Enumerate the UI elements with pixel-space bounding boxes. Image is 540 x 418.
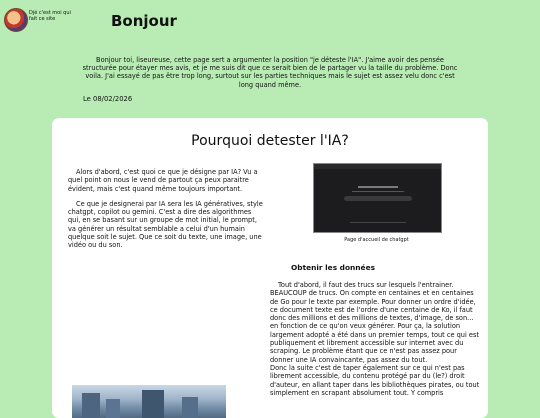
article-card bbox=[52, 118, 488, 418]
screenshot-topbar bbox=[314, 164, 441, 169]
site-title: Bonjour bbox=[111, 12, 177, 30]
intro-text: Bonjour toi, liseureuse, cette page sert a argumenter la position "je déteste l'IA". J'aime avoir des pensée structurée pour étayer mes avis, et je me suis dit que ce serait bien de le partager vu la taille du problème. Donc voila. J'ai essayé de pas être trop long, surtout sur les parties techniques mais le sujet est assez velu donc c'est long quand même. bbox=[82, 56, 458, 89]
author-note: Djé c'est moi qui fait ce site bbox=[29, 10, 71, 23]
screenshot-input bbox=[344, 196, 412, 201]
building-shape bbox=[106, 399, 120, 418]
screenshot-subline bbox=[352, 191, 404, 192]
paragraph-data-2: Donc la suite c'est de taper également sur ce qui n'est pas librement accessible, du contenu protégé par du (le?) droit d'auteur, en allant taper dans les bibliothèques pirates, ou tout simplement en scrapant absolument tout. Y compris bbox=[270, 363, 480, 397]
right-column bbox=[270, 281, 480, 397]
paragraph-definition: Ce que je designerai par IA sera les IA génératives, style chatgpt, copilot ou gemini. C'est a dire des algorithmes qui, en se basant sur un groupe de mot initial, le prompt, va générer un résultat semblable a celui d'un humain quelque soit le sujet. Que ce soit du texte, une image, une vidéo ou du son. bbox=[68, 199, 263, 250]
paragraph-data-1: Tout d'abord, il faut des trucs sur lesquels l'entrainer. BEAUCOUP de trucs. On compte en centaines et en centaines de Go pour le texte par exemple. Pour donner un ordre d'idée, ce document texte est de l'ordre d'une centaine de Ko, il faut donc des millions et des millions de textes, d'image, de son... en fonction de ce qu'on veux générer. Pour ça, la solution largement adopté a été dans un premier temps, tout ce qui est publiquement et librement accessible sur internet avec du scraping. Le problème étant que ce n'est pas assez pour donner une IA convaincante, pas assez du tout. bbox=[270, 281, 479, 364]
publish-date: Le 08/02/2026 bbox=[83, 95, 133, 103]
section-title: Obtenir les données bbox=[291, 263, 375, 272]
screenshot-caption: Page d'accueil de chatgpt bbox=[344, 237, 409, 243]
article-title: Pourquoi detester l'IA? bbox=[191, 133, 349, 149]
author-avatar-icon bbox=[4, 8, 28, 32]
building-photo-image bbox=[72, 385, 226, 418]
chatgpt-screenshot-image bbox=[313, 163, 442, 233]
left-column bbox=[68, 168, 264, 257]
building-shape bbox=[142, 390, 164, 418]
screenshot-heading bbox=[358, 186, 398, 188]
paragraph-definition-intro: Alors d'abord, c'est quoi ce que je désigne par IA? Vu a quel point on nous le vend de partout ça peux paraitre évident, mais c'est quand même toujours important. bbox=[68, 168, 258, 193]
building-shape bbox=[182, 397, 198, 418]
building-shape bbox=[82, 393, 100, 418]
screenshot-footer bbox=[350, 222, 406, 223]
